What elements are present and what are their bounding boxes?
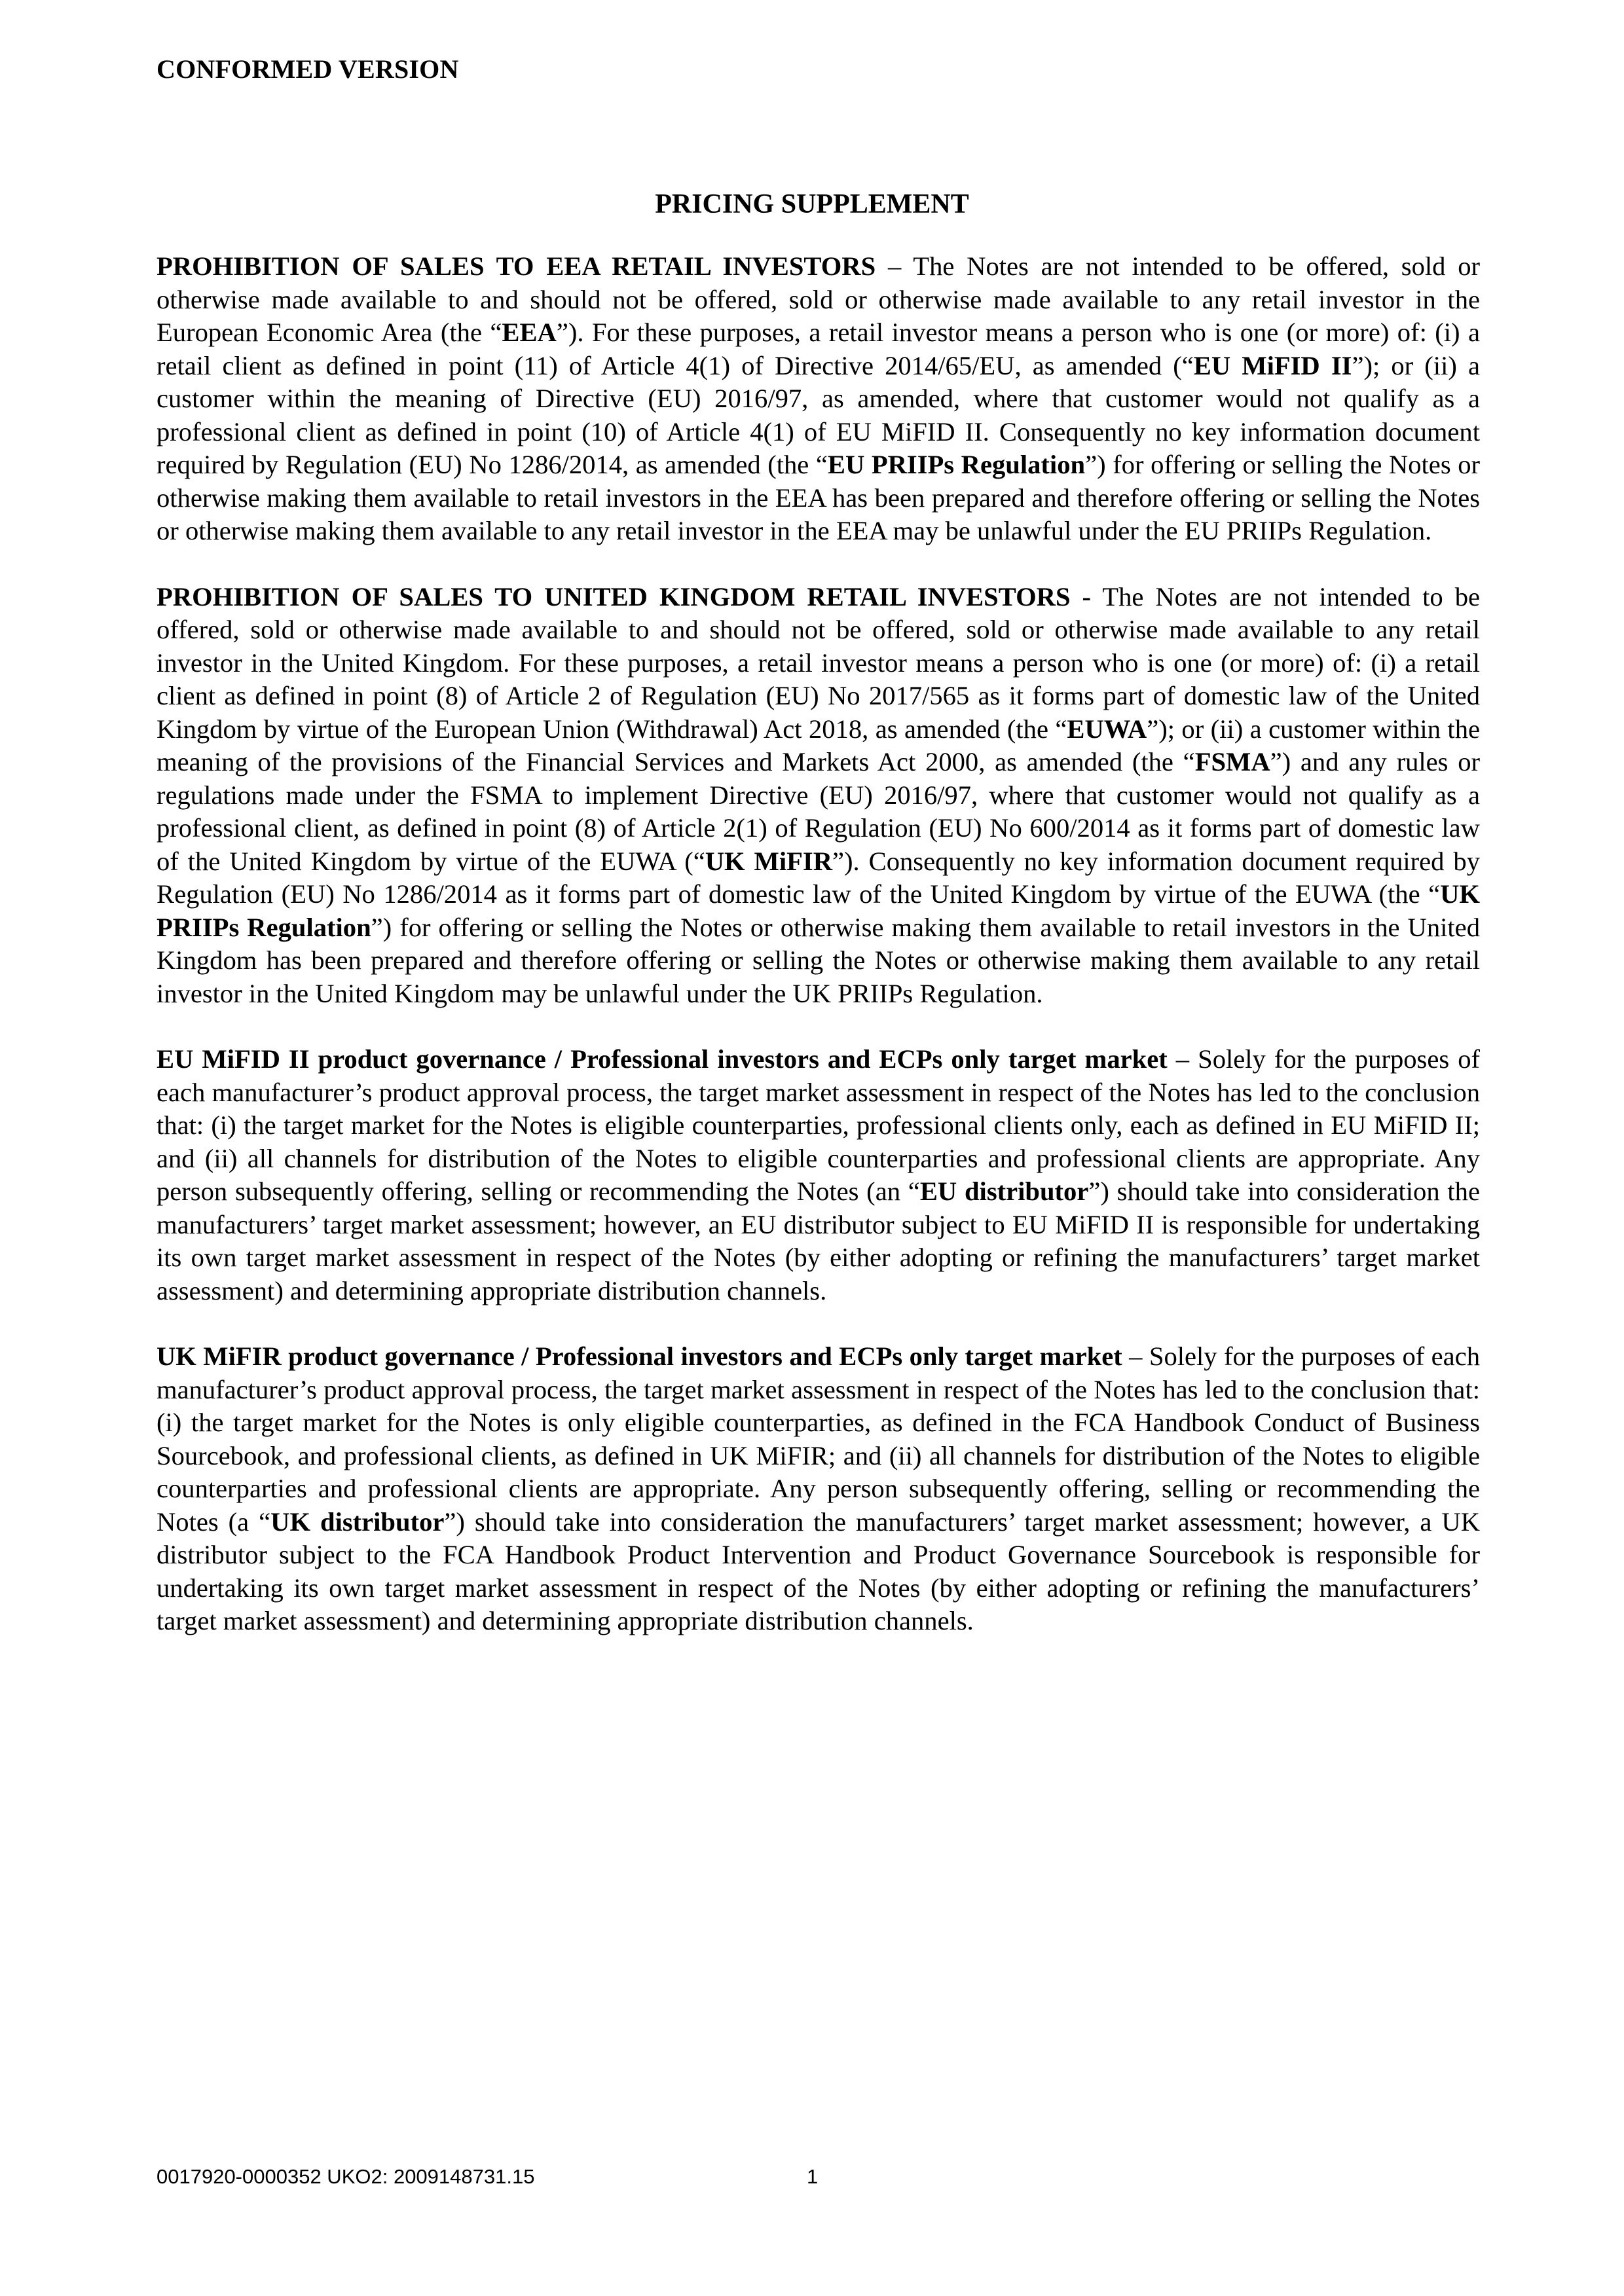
paragraph-text: ”) and any rules or regulations made under the FSMA to implement Directive (EU) 2016/97, where that customer would not qualify as a professional client, as defined in point (8) of Article 2(1) of Regulation (EU) No 600/2014 as it forms part of domestic law of the United Kingdom by virtue of the EUWA (“: [157, 747, 1480, 876]
paragraph-heading: EU MiFID II product governance / Professional investors and ECPs only target market: [157, 1044, 1168, 1074]
page-number: 1: [807, 2165, 819, 2188]
defined-term: EU MiFID II: [1193, 350, 1352, 380]
defined-term: EU distributor: [919, 1176, 1089, 1206]
paragraph-text: ”) for offering or selling the Notes or otherwise making them available to retail investors in the EEA has been prepared and therefore offering or selling the Notes or otherwise making them available to any retail investor in the EEA may be unlawful under the EU PRIIPs Regulation.: [157, 450, 1480, 545]
paragraph-text: – Solely for the purposes of each manufacturer’s product approval process, the target market assessment in respect of the Notes has led to the conclusion that: (i) the target market for the Notes is only eligible counterparties, as defined in the FCA Handbook Conduct of Business Sourcebook, and professional clients, as defined in UK MiFIR; and (ii) all channels for distribution of the Notes to eligible counterparties and professional clients are appropriate. Any person subsequently offering, selling or recommending the Notes (a “: [157, 1341, 1480, 1537]
paragraph-heading: PROHIBITION OF SALES TO EEA RETAIL INVESTORS: [157, 251, 876, 281]
defined-term: FSMA: [1194, 747, 1270, 776]
paragraph-heading: PROHIBITION OF SALES TO UNITED KINGDOM RETAIL INVESTORS -: [157, 581, 1092, 611]
uk-prohibition-paragraph: [157, 581, 1480, 1011]
paragraph-text: ”) for offering or selling the Notes or otherwise making them available to retail investors in the United Kingdom has been prepared and therefore offering or selling the Notes or otherwise making them available to any retail investor in the United Kingdom may be unlawful under the UK PRIIPs Regulation.: [157, 912, 1480, 1008]
eea-prohibition-paragraph: [157, 250, 1480, 548]
paragraph-text: The Notes are not intended to be offered, sold or otherwise made available to and should not be offered, sold or otherwise made available to any retail investor in the United Kingdom. For these purposes, a retail investor means a person who is one (or more) of: (i) a retail client as defined in point (8) of Article 2 of Regulation (EU) No 2017/565 as it forms part of domestic law of the United Kingdom by virtue of the European Union (Withdrawal) Act 2018, as amended (the “: [157, 581, 1481, 744]
defined-term: EU PRIIPs Regulation: [827, 450, 1086, 479]
paragraph-text: ”) should take into consideration the manufacturers’ target market assessment; however, an EU distributor subject to EU MiFID II is responsible for undertaking its own target market assessment in respect of the Notes (by either adopting or refining the manufacturers’ target market assessment) and determining appropriate distribution channels.: [157, 1176, 1480, 1305]
paragraph-text: ”). Consequently no key information document required by Regulation (EU) No 1286/2014 as it forms part of domestic law of the United Kingdom by virtue of the EUWA (the “: [157, 846, 1481, 909]
conformed-version-label: CONFORMED VERSION: [157, 54, 459, 84]
defined-term: UK MiFIR: [705, 846, 833, 876]
paragraph-heading: UK MiFIR product governance / Professional investors and ECPs only target market: [157, 1341, 1122, 1371]
paragraph-text: – Solely for the purposes of each manufacturer’s product approval process, the target market assessment in respect of the Notes has led to the conclusion that: (i) the target market for the Notes is eligible counterparties, professional clients only, each as defined in EU MiFID II; and (ii) all channels for distribution of the Notes to eligible counterparties and professional clients are appropriate. Any person subsequently offering, selling or recommending the Notes (an “: [157, 1044, 1480, 1206]
paragraph-text: ”) should take into consideration the manufacturers’ target market assessment; however, a UK distributor subject to the FCA Handbook Product Intervention and Product Governance Sourcebook is responsible for undertaking its own target market assessment in respect of the Notes (by either adopting or refining the manufacturers’ target market assessment) and determining appropriate distribution channels.: [157, 1506, 1480, 1635]
paragraph-text: ”); or (ii) a customer within the meaning of the provisions of the Financial Services and Markets Act 2000, as amended (the “: [157, 714, 1480, 776]
paragraph-text: ”). For these purposes, a retail investor means a person who is one (or more) of: (i) a retail client as defined in point (11) of Article 4(1) of Directive 2014/65/EU, as amended (“: [157, 318, 1481, 380]
document-reference: 0017920-0000352 UKO2: 2009148731.15: [157, 2165, 535, 2188]
uk-mifir-governance-paragraph: [157, 1340, 1480, 1638]
defined-term: UK PRIIPs Regulation: [157, 879, 1480, 942]
paragraph-text: – The Notes are not intended to be offered, sold or otherwise made available to and should not be offered, sold or otherwise made available to any retail investor in the European Economic Area (the “: [157, 251, 1480, 347]
eu-mifid-governance-paragraph: [157, 1043, 1480, 1307]
defined-term: EUWA: [1067, 714, 1147, 744]
defined-term: EEA: [502, 318, 557, 347]
paragraph-text: ”); or (ii) a customer within the meaning of Directive (EU) 2016/97, as amended, where that customer would not qualify as a professional client as defined in point (10) of Article 4(1) of EU MiFID II. Consequently no key information document required by Regulation (EU) No 1286/2014, as amended (the “: [157, 350, 1480, 479]
page-title: PRICING SUPPLEMENT: [655, 189, 969, 219]
defined-term: UK distributor: [270, 1506, 445, 1537]
document-body: [157, 250, 1480, 1671]
